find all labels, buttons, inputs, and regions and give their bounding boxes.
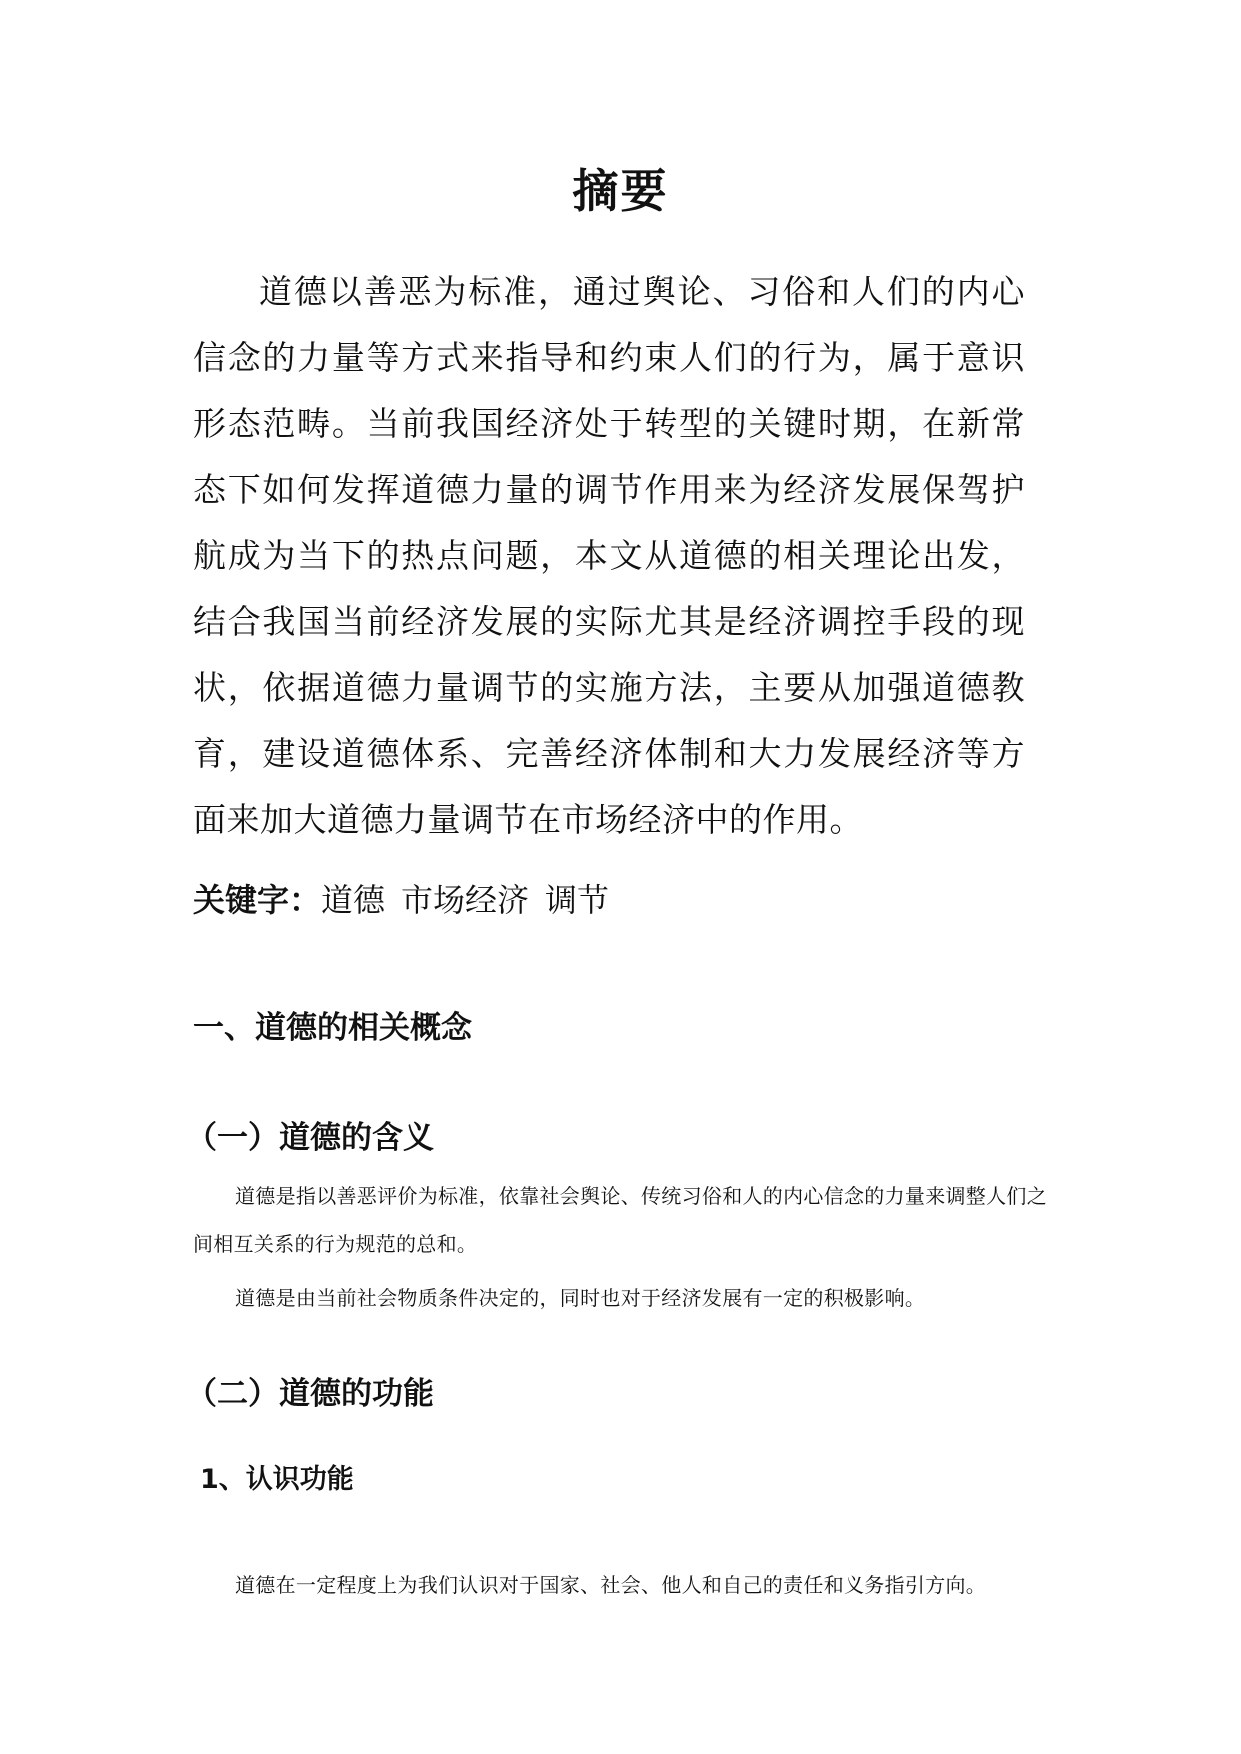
item-heading: 1、认识功能 — [200, 1464, 354, 1495]
keywords-line — [193, 875, 1033, 925]
subsection-heading: （二）道德的功能 — [186, 1376, 434, 1412]
body-paragraph: 道德是由当前社会物质条件决定的，同时也对于经济发展有一定的积极影响。 — [235, 1286, 926, 1310]
body-paragraph: 道德在一定程度上为我们认识对于国家、社会、他人和自己的责任和义务指引方向。 — [235, 1573, 987, 1597]
abstract-paragraph: 道德以善恶为标准，通过舆论、习俗和人们的内心信念的力量等方式来指导和约束人们的行为，属于意识形态范畴。当前我国经济处于转型的关键时期，在新常态下如何发挥道德力量的调节作用来为经济发展保驾护航成为当下的热点问题，本文从道德的相关理论出发，结合我国当前经济发展的实际尤其是经济调控手段的现状，依据道德力量调节的实施方法，主要从加强道德教育，建设道德体系、完善经济体制和大力发展经济等方面来加大道德力量调节在市场经济中的作用。 — [193, 272, 1025, 839]
keyword-item: 调节 — [545, 881, 610, 919]
body-paragraph: 道德是指以善恶评价为标准，依靠社会舆论、传统习俗和人的内心信念的力量来调整人们之间相互关系的行为规范的总和。 — [193, 1184, 1047, 1256]
page-title: 摘要 — [572, 164, 669, 218]
section-heading: 一、道德的相关概念 — [193, 1010, 472, 1046]
subsection-heading: （一）道德的含义 — [186, 1120, 434, 1156]
keywords-label: 关键字： — [193, 881, 322, 919]
keyword-item: 道德 — [321, 881, 386, 919]
keyword-item: 市场经济 — [401, 881, 530, 919]
